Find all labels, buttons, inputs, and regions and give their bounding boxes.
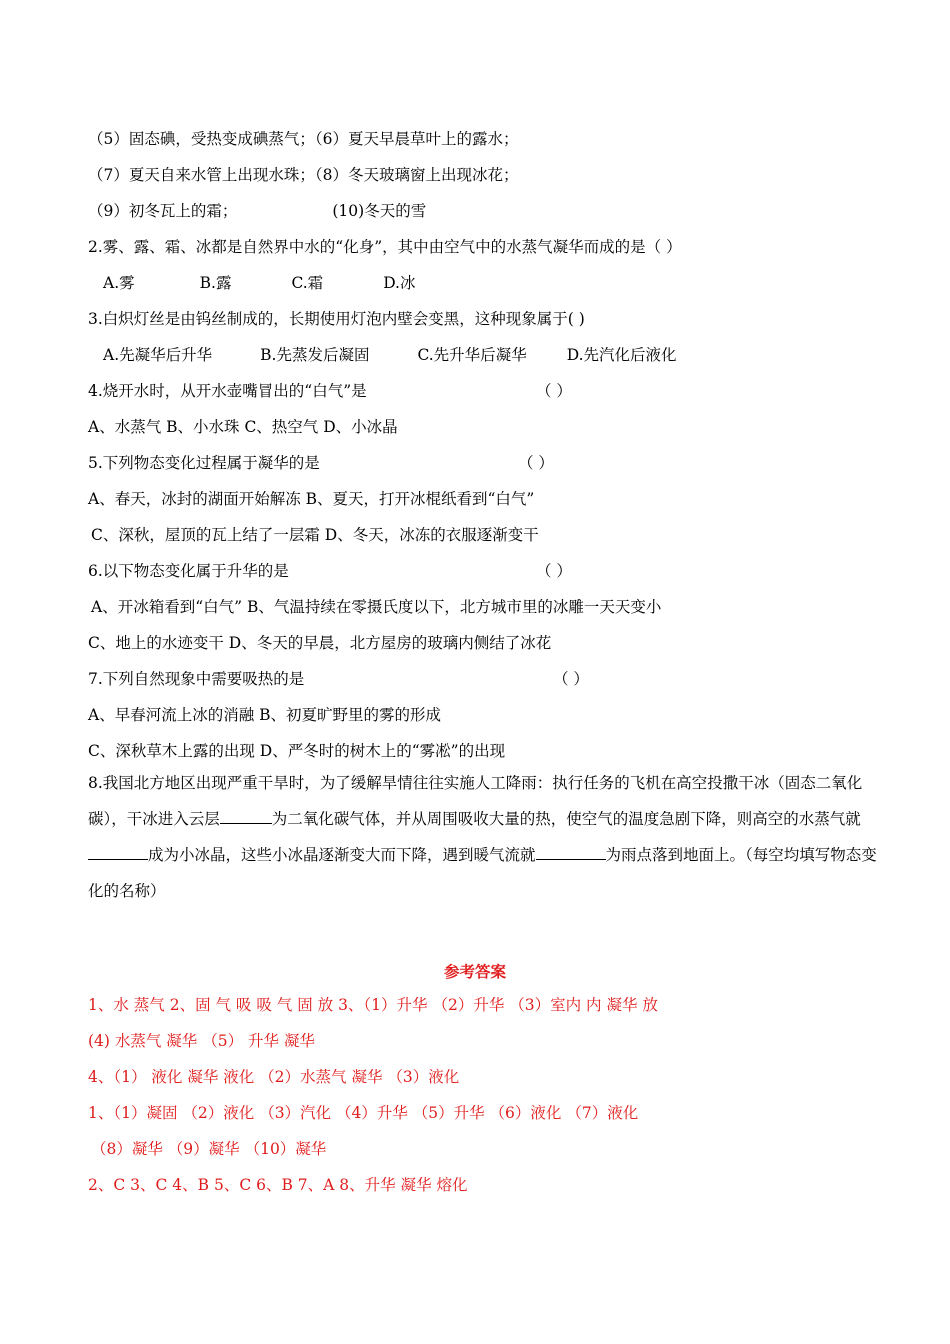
q7-options-line-2: C、深秋草木上露的出现 D、严冬时的树木上的“雾凇”的出现: [88, 742, 506, 760]
q6-options-line-2: C、地上的水迹变干 D、冬天的早晨，北方屋房的玻璃内侧结了冰花: [88, 634, 552, 652]
q8-part-3: 成为小冰晶，这些小冰晶逐渐变大而下降，遇到暖气流就: [148, 846, 536, 864]
q2-option-a: A.雾: [103, 274, 135, 292]
q7-answer-paren: （ ）: [553, 670, 589, 688]
answer-line-6: 2、C 3、C 4、B 5、C 6、B 7、A 8、升华 凝华 熔化: [88, 1176, 468, 1194]
question-8: [88, 765, 882, 909]
question-2: 2.雾、露、霜、冰都是自然界中水的“化身”，其中由空气中的水蒸气凝华而成的是（ ）: [88, 238, 682, 256]
q8-part-1: 8.我国北方地区出现严重干旱时，为了缓解旱情往往实施人工降雨：执行任务的飞机在高空投撒干冰（固态二氧化碳），干冰进入云层: [88, 774, 863, 828]
q3-options: [103, 344, 890, 366]
q8-blank-2: [88, 843, 148, 860]
question-7: [88, 668, 890, 690]
q3-option-d: D.先汽化后液化: [566, 346, 677, 364]
q7-options-line-1: A、早春河流上冰的消融 B、初夏旷野里的雾的形成: [88, 706, 442, 724]
q6-answer-paren: （ ）: [536, 562, 572, 580]
q2-option-b: B.露: [199, 274, 232, 292]
q2-option-c: C.霜: [291, 274, 324, 292]
q1-item-9: （9）初冬瓦上的霜；: [88, 202, 238, 220]
answer-line-2: (4) 水蒸气 凝华 （5） 升华 凝华: [88, 1032, 315, 1050]
q2-options: [103, 272, 890, 294]
q4-answer-paren: （ ）: [536, 382, 572, 400]
q4-options: A、水蒸气 B、小水珠 C、热空气 D、小冰晶: [88, 418, 398, 436]
q1-line-5-6: （5）固态碘，受热变成碘蒸气；（6）夏天早晨草叶上的露水；: [88, 130, 519, 148]
q1-line-9-10: [88, 200, 890, 222]
answers-title: 参考答案: [443, 963, 506, 981]
answer-line-1: 1、水 蒸气 2、固 气 吸 吸 气 固 放 3、（1）升华 （2）升华 （3）室内 内 凝华 放: [88, 996, 658, 1014]
q2-option-d: D.冰: [383, 274, 416, 292]
answer-line-5: （8）凝华 （9）凝华 （10）凝华: [91, 1140, 327, 1158]
question-3: 3.白炽灯丝是由钨丝制成的，长期使用灯泡内壁会变黑，这种现象属于( ): [88, 310, 585, 328]
q5-answer-paren: （ ）: [518, 454, 554, 472]
answer-line-4: 1、（1）凝固 （2）液化 （3）汽化 （4）升华 （5）升华 （6）液化 （7）液化: [88, 1104, 639, 1122]
q5-text: 5.下列物态变化过程属于凝华的是: [88, 454, 320, 472]
q1-line-7-8: （7）夏天自来水管上出现水珠；（8）冬天玻璃窗上出现冰花；: [88, 166, 519, 184]
q3-option-c: C.先升华后凝华: [417, 346, 527, 364]
q5-options-line-1: A、春天，冰封的湖面开始解冻 B、夏天，打开冰棍纸看到“白气”: [88, 490, 535, 508]
q3-option-b: B.先蒸发后凝固: [260, 346, 370, 364]
question-6: [88, 560, 890, 582]
q3-option-a: A.先凝华后升华: [103, 346, 213, 364]
q8-blank-1: [220, 807, 272, 824]
q1-item-10: (10)冬天的雪: [332, 202, 427, 220]
question-4: [88, 380, 890, 402]
q5-options-line-2: C、深秋，屋顶的瓦上结了一层霜 D、冬天，冰冻的衣服逐渐变干: [91, 526, 539, 544]
question-5: [88, 452, 890, 474]
q8-part-2: 为二氧化碳气体，并从周围吸收大量的热，使空气的温度急剧下降，则高空的水蒸气就: [271, 810, 861, 828]
q4-text: 4.烧开水时，从开水壶嘴冒出的“白气”是: [88, 382, 367, 400]
answer-line-3: 4、（1） 液化 凝华 液化 （2）水蒸气 凝华 （3）液化: [88, 1068, 460, 1086]
q6-options-line-1: A、开冰箱看到“白气” B、气温持续在零摄氏度以下，北方城市里的冰雕一天天变小: [91, 598, 662, 616]
q6-text: 6.以下物态变化属于升华的是: [88, 562, 289, 580]
q8-part-4: 为雨点落到地面上。（每空均填写物态变化的名称）: [88, 846, 877, 900]
q8-blank-3: [536, 843, 606, 860]
q7-text: 7.下列自然现象中需要吸热的是: [88, 670, 305, 688]
